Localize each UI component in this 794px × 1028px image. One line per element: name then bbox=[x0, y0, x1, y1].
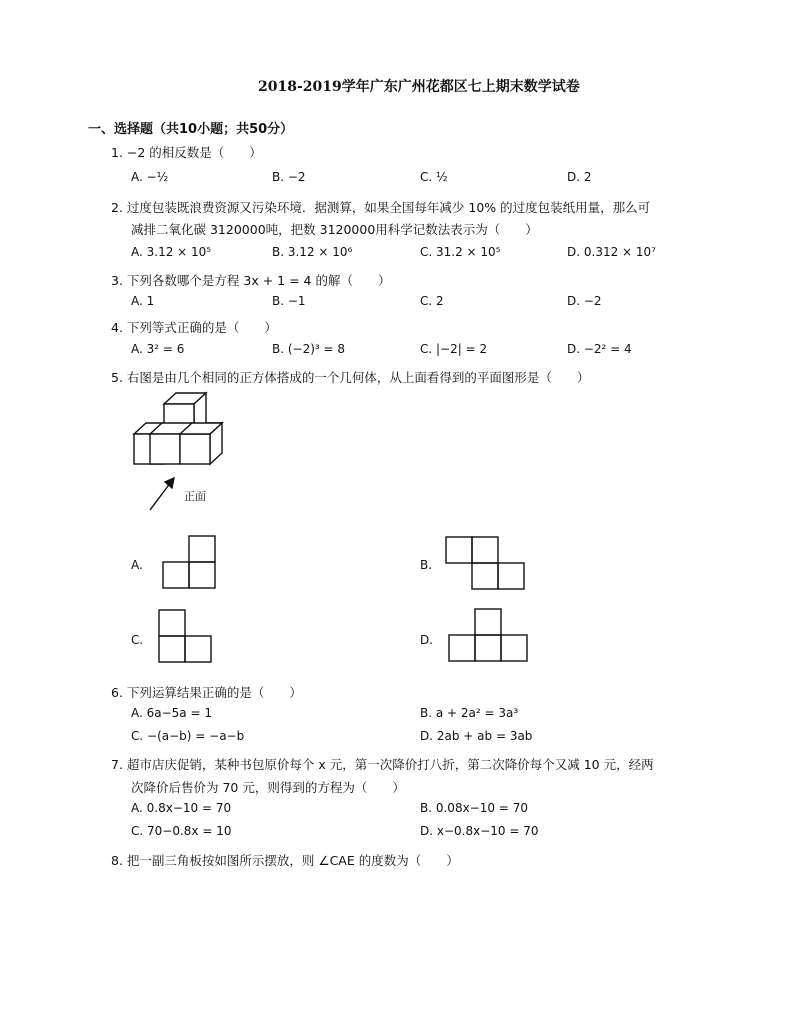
question-2-option-a[interactable]: A. 3.12 × 10⁵ bbox=[131, 245, 212, 259]
question-5-option-a[interactable]: A. bbox=[131, 558, 143, 572]
question-4-option-b[interactable]: B. (−2)³ = 8 bbox=[272, 342, 346, 356]
option-d-top-view bbox=[447, 607, 531, 667]
question-4-option-a[interactable]: A. 3² = 6 bbox=[131, 342, 185, 356]
question-4-option-c[interactable]: C. |−2| = 2 bbox=[420, 342, 488, 356]
question-2-stem-line2: 减排二氧化碳 3120000吨，把数 3120000用科学记数法表示为（ ） bbox=[131, 222, 538, 237]
question-5-option-d[interactable]: D. bbox=[420, 633, 434, 647]
question-1-option-c[interactable]: C. ½ bbox=[420, 170, 448, 184]
question-2-stem-line1: 2. 过度包装既浪费资源又污染环境．据测算，如果全国每年减少 10% 的过度包装纸用量，那么可 bbox=[111, 200, 651, 215]
question-1-option-a[interactable]: A. −½ bbox=[131, 170, 169, 184]
question-7-option-c[interactable]: C. 70−0.8x = 10 bbox=[131, 824, 232, 838]
front-view-label: 正面 bbox=[184, 490, 206, 503]
question-7-option-d[interactable]: D. x−0.8x−10 = 70 bbox=[420, 824, 539, 838]
question-2-option-c[interactable]: C. 31.2 × 10⁵ bbox=[420, 245, 501, 259]
question-3-option-c[interactable]: C. 2 bbox=[420, 294, 444, 308]
question-6-option-a[interactable]: A. 6a−5a = 1 bbox=[131, 706, 212, 720]
question-1-option-b[interactable]: B. −2 bbox=[272, 170, 306, 184]
question-4-stem: 4. 下列等式正确的是（ ） bbox=[111, 320, 277, 335]
question-2-option-d[interactable]: D. 0.312 × 10⁷ bbox=[567, 245, 656, 259]
question-3-stem: 3. 下列各数哪个是方程 3x + 1 = 4 的解（ ） bbox=[111, 273, 391, 288]
question-6-option-b[interactable]: B. a + 2a² = 3a³ bbox=[420, 706, 519, 720]
question-5-option-c[interactable]: C. bbox=[131, 633, 144, 647]
question-6-option-c[interactable]: C. −(a−b) = −a−b bbox=[131, 729, 245, 743]
question-5-stem: 5. 右图是由几个相同的正方体搭成的一个几何体，从上面看得到的平面图形是（ ） bbox=[111, 370, 590, 385]
question-2-option-b[interactable]: B. 3.12 × 10⁶ bbox=[272, 245, 353, 259]
question-7-stem-line1: 7. 超市店庆促销，某种书包原价每个 x 元，第一次降价打八折，第二次降价每个又减 10 元，经两 bbox=[111, 757, 654, 772]
question-5-option-b[interactable]: B. bbox=[420, 558, 433, 572]
question-6-option-d[interactable]: D. 2ab + ab = 3ab bbox=[420, 729, 533, 743]
option-a-top-view bbox=[161, 534, 221, 594]
option-c-top-view bbox=[157, 608, 217, 668]
cube-solid-figure bbox=[128, 390, 238, 520]
question-6-stem: 6. 下列运算结果正确的是（ ） bbox=[111, 685, 302, 700]
question-3-option-b[interactable]: B. −1 bbox=[272, 294, 306, 308]
question-3-option-a[interactable]: A. 1 bbox=[131, 294, 155, 308]
question-7-option-b[interactable]: B. 0.08x−10 = 70 bbox=[420, 801, 528, 815]
question-8-stem: 8. 把一副三角板按如图所示摆放，则 ∠CAE 的度数为（ ） bbox=[111, 853, 459, 868]
question-3-option-d[interactable]: D. −2 bbox=[567, 294, 602, 308]
question-7-option-a[interactable]: A. 0.8x−10 = 70 bbox=[131, 801, 232, 815]
question-1-stem: 1. −2 的相反数是（ ） bbox=[111, 145, 262, 160]
question-4-option-d[interactable]: D. −2² = 4 bbox=[567, 342, 632, 356]
question-7-stem-line2: 次降价后售价为 70 元，则得到的方程为（ ） bbox=[131, 780, 405, 795]
page-title: 2018-2019学年广东广州花都区七上期末数学试卷 bbox=[258, 79, 580, 95]
question-1-option-d[interactable]: D. 2 bbox=[567, 170, 592, 184]
option-b-top-view bbox=[444, 535, 528, 595]
section-heading: 一、选择题（共10小题；共50分） bbox=[88, 122, 294, 137]
